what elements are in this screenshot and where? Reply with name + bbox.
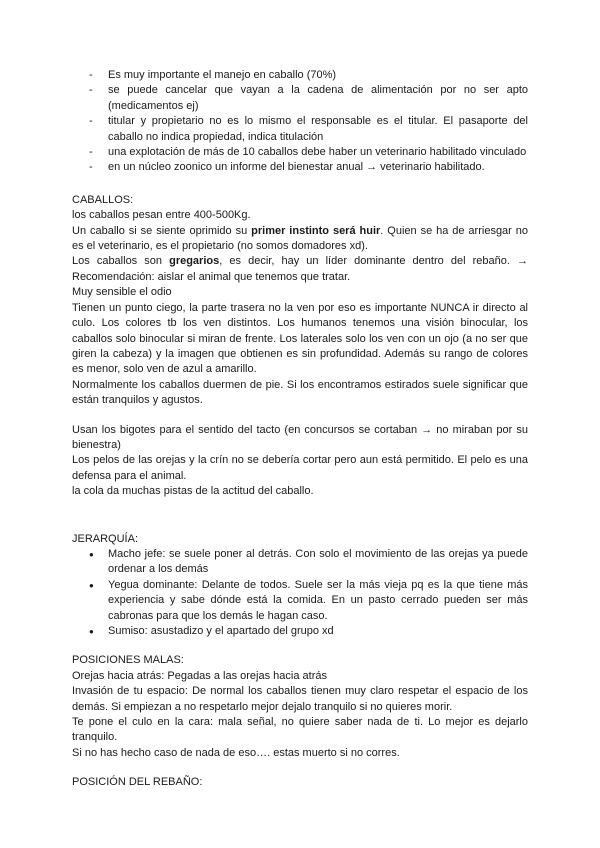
jerarquia-list — [72, 547, 528, 639]
paragraph: Si no has hecho caso de nada de eso…. estas muerto si no corres. — [72, 746, 400, 759]
bold-phrase: gregarios — [169, 255, 220, 268]
paragraph: Un caballo si se siente oprimido su primer instinto será huir. Quien se ha de arriesgar no es el veterinario, es el propietario (no somos domadores xd). — [72, 224, 529, 253]
list-item: - Es muy importante el manejo en caballo (70%) — [72, 68, 528, 83]
list-item: - se puede cancelar que vayan a la cadena de alimentación por no ser apto (medicamentos ej) — [72, 83, 528, 114]
intro-list — [72, 68, 528, 176]
list-item: ● Macho jefe: se suele poner al detrás. Con solo el movimiento de las orejas ya puede ordenar a los demás — [72, 547, 528, 578]
caballos-heading: CABALLOS: — [72, 193, 134, 206]
paragraph: Normalmente los caballos duermen de pie. Si los encontramos estirados suele significar que están tranquilos y agustos. — [72, 378, 528, 407]
rebano-heading: POSICIÓN DEL REBAÑO: — [72, 776, 203, 789]
paragraph: Tienen un punto ciego, la parte trasera no la ven por eso es importante NUNCA ir directo al culo. Los colores tb los ven distintos. Los humanos tenemos una visión binocular, los caballos solo binocular si miran de frente. Los laterales solo los ven con un ojo (a no ser que giren la cabeza) y la imagen que obtienen es sin profundidad. Además su rango de colores es menor, solo ven de azul a amarillo. — [72, 301, 528, 376]
paragraph: Orejas hacia atrás: Pegadas a las orejas hacia atrás — [72, 669, 327, 682]
list-item: ● Sumiso: asustadizo y el apartado del grupo xd — [72, 624, 528, 639]
list-item: - una explotación de más de 10 caballos debe haber un veterinario habilitado vinculado — [72, 145, 528, 160]
bold-phrase: primer instinto será huir — [251, 224, 381, 237]
list-item: - en un núcleo zoonico un informe del bienestar anual → veterinario habilitado. — [72, 160, 528, 175]
paragraph: la cola da muchas pistas de la actitud del caballo. — [72, 485, 314, 498]
paragraph: los caballos pesan entre 400-500Kg. — [72, 209, 251, 222]
paragraph: Usan los bigotes para el sentido del tacto (en concursos se cortaban → no miraban por su bienestra) — [72, 423, 528, 451]
paragraph: Te pone el culo en la cara: mala señal, no quiere saber nada de ti. Lo mejor es dejarlo tranquilo. — [72, 716, 528, 744]
paragraph: Los caballos son gregarios, es decir, hay un líder dominante dentro del rebaño. → Recomendación: aislar el animal que tenemos que tratar. — [72, 255, 528, 283]
list-item: - titular y propietario no es lo mismo el responsable es el titular. El pasaporte del caballo no indica propiedad, indica titulación — [72, 114, 528, 145]
jerarquia-heading: JERARQUÍA: — [72, 532, 139, 545]
paragraph: Muy sensible el odio — [72, 286, 172, 299]
posiciones-heading: POSICIONES MALAS: — [72, 654, 184, 667]
paragraph: Invasión de tu espacio: De normal los caballos tienen muy claro respetar el espacio de los demás. Si empiezan a no respetarlo mejor dejalo tranquilo si no quieres morir. — [72, 685, 528, 713]
document-page — [72, 68, 528, 791]
list-item: ● Yegua dominante: Delante de todos. Suele ser la más vieja pq es la que tiene más experiencia y sabe dónde está la comida. En un pasto cerrado pueden ser más cabronas para que los demás le hagan caso. — [72, 578, 528, 624]
paragraph: Los pelos de las orejas y la crín no se debería cortar pero aun está permitido. El pelo es una defensa para el animal. — [72, 454, 528, 482]
